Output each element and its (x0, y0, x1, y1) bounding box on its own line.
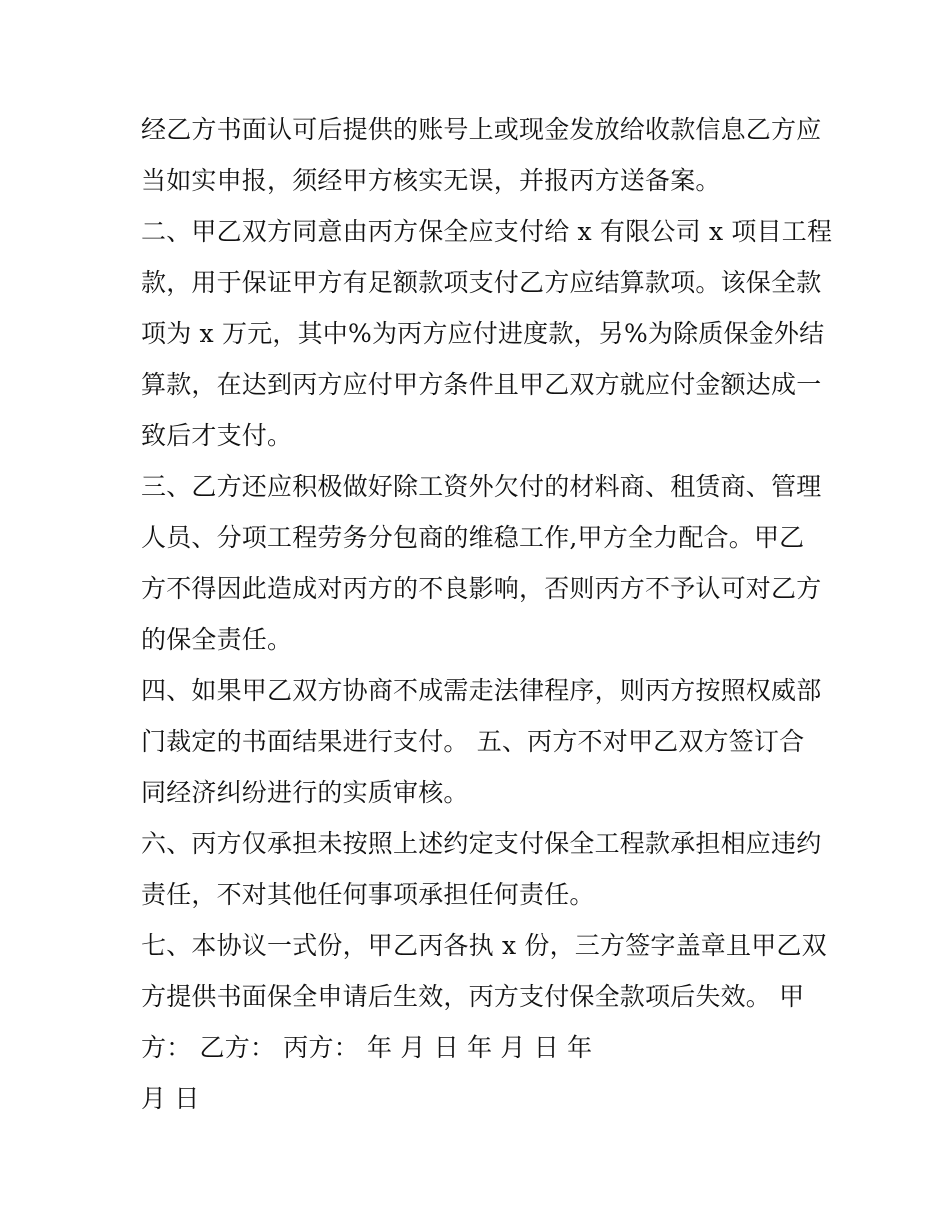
date-line: 月 日 (141, 1084, 200, 1113)
clause-4-line: 四、如果甲乙双方协商不成需走法律程序，则丙方按照权威部 (141, 676, 822, 705)
text-line: 的保全责任。 (141, 625, 293, 654)
signature-line: 方： 乙方： 丙方： 年 月 日 年 月 日 年 (141, 1033, 593, 1062)
clause-2-line: 二、甲乙双方同意由丙方保全应支付给 x 有限公司 x 项目工程 (141, 217, 833, 246)
text-line: 致后才支付。 (141, 421, 293, 450)
text-line: 方不得因此造成对丙方的不良影响，否则丙方不予认可对乙方 (141, 574, 822, 603)
text-line: 算款，在达到丙方应付甲方条件且甲乙双方就应付金额达成一 (141, 370, 822, 399)
text-line: 款，用于保证甲方有足额款项支付乙方应结算款项。该保全款 (141, 268, 822, 297)
text-line: 当如实申报，须经甲方核实无误，并报丙方送备案。 (141, 166, 721, 195)
text-line: 方提供书面保全申请后生效，丙方支付保全款项后失效。 甲 (141, 982, 805, 1011)
text-line: 经乙方书面认可后提供的账号上或现金发放给收款信息乙方应 (141, 115, 822, 144)
text-line: 同经济纠纷进行的实质审核。 (141, 778, 469, 807)
text-line: 门裁定的书面结果进行支付。 五、丙方不对甲乙双方签订合 (141, 727, 805, 756)
text-line: 责任，不对其他任何事项承担任何责任。 (141, 880, 595, 909)
text-line: 人员、分项工程劳务分包商的维稳工作,甲方全力配合。甲乙 (141, 523, 805, 552)
text-line: 项为 x 万元，其中%为丙方应付进度款，另%为除质保金外结 (141, 319, 825, 348)
clause-7-line: 七、本协议一式份，甲乙丙各执 x 份，三方签字盖章且甲乙双 (141, 931, 827, 960)
clause-3-line: 三、乙方还应积极做好除工资外欠付的材料商、租赁商、管理 (141, 472, 822, 501)
clause-6-line: 六、丙方仅承担未按照上述约定支付保全工程款承担相应违约 (141, 829, 822, 858)
